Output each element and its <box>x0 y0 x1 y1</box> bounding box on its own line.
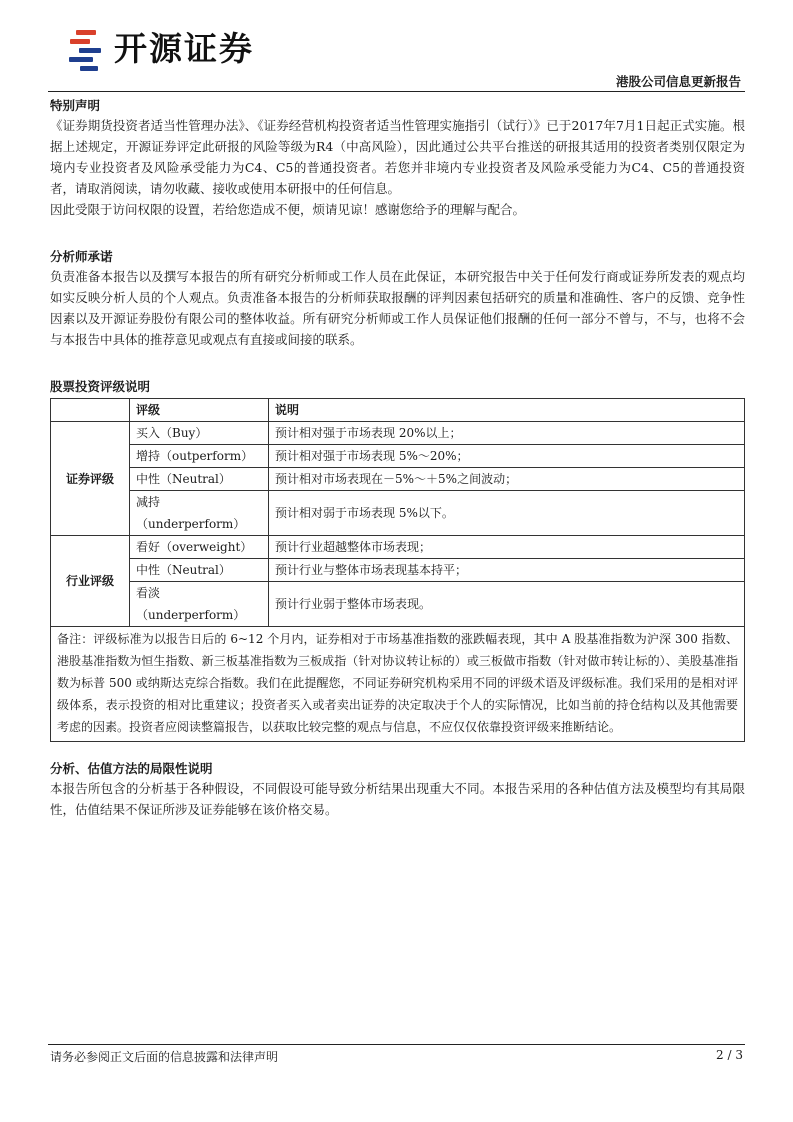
desc-cell: 预计相对强于市场表现 5%～20%； <box>269 445 745 468</box>
col-level-header: 评级 <box>130 399 269 422</box>
analyst-commitment-title: 分析师承诺 <box>50 249 113 264</box>
desc-cell: 预计行业超越整体市场表现； <box>269 536 745 559</box>
table-row <box>51 491 745 536</box>
analyst-commitment-paragraph: 负责准备本报告以及撰写本报告的所有研究分析师或工作人员在此保证，本研究报告中关于任何发行商或证券所发表的观点均如实反映分析人员的个人观点。负责准备本报告的分析师获取报酬的评判因素包括研究的质量和准确性、客户的反馈、竞争性因素以及开源证券股份有限公司的整体收益。所有研究分析师或工作人员保证他们报酬的任何一部分不曾与，不与，也将不会与本报告中具体的推荐意见或观点有直接或间接的联系。 <box>50 269 745 347</box>
desc-cell: 预计相对市场表现在－5%～＋5%之间波动； <box>269 468 745 491</box>
page-number: 2 / 3 <box>716 1048 743 1062</box>
report-type: 港股公司信息更新报告 <box>615 74 741 89</box>
special-statement-title: 特别声明 <box>50 98 101 113</box>
table-row <box>51 582 745 627</box>
header-divider <box>48 91 745 92</box>
footer-divider <box>48 1044 745 1045</box>
special-statement-paragraph-2: 因此受限于访问权限的设置，若给您造成不便，烦请见谅！感谢您给予的理解与配合。 <box>50 202 526 217</box>
level-cell: 看好（overweight） <box>130 536 269 559</box>
desc-cell: 预计行业弱于整体市场表现。 <box>269 582 745 627</box>
level-cell: 中性（Neutral） <box>130 559 269 582</box>
level-cell: 买入（Buy） <box>130 422 269 445</box>
category-cell: 行业评级 <box>51 536 130 627</box>
rating-title: 股票投资评级说明 <box>50 379 151 394</box>
level-cell: 看淡（underperform） <box>130 582 269 627</box>
logo-mark-icon <box>66 26 106 72</box>
table-row <box>51 445 745 468</box>
special-statement-paragraph-1: 《证券期货投资者适当性管理办法》、《证券经营机构投资者适当性管理实施指引（试行）》已于2017年7月1日起正式实施。根据上述规定，开源证券评定此研报的风险等级为R4（中高风险），因此通过公共平台推送的研报其适用的投资者类别仅限定为境内专业投资者及风险承受能力为C4、C5的普通投资者。若您并非境内专业投资者及风险承受能力为C4、C5的普通投资者，请取消阅读，请勿收藏、接收或使用本研报中的任何信息。 <box>50 118 745 196</box>
limitation-title: 分析、估值方法的局限性说明 <box>50 761 213 776</box>
desc-cell: 预计行业与整体市场表现基本持平； <box>269 559 745 582</box>
table-row <box>51 468 745 491</box>
table-row <box>51 422 745 445</box>
table-row <box>51 627 745 742</box>
table-row <box>51 559 745 582</box>
rating-table-header <box>51 399 745 422</box>
document-body <box>50 97 745 820</box>
level-cell: 中性（Neutral） <box>130 468 269 491</box>
level-cell: 增持（outperform） <box>130 445 269 468</box>
desc-cell: 预计相对弱于市场表现 5%以下。 <box>269 491 745 536</box>
desc-cell: 预计相对强于市场表现 20%以上； <box>269 422 745 445</box>
company-logo <box>66 26 254 72</box>
level-cell: 减持（underperform） <box>130 491 269 536</box>
category-cell: 证券评级 <box>51 422 130 536</box>
footer-disclaimer: 请务必参阅正文后面的信息披露和法律声明 <box>50 1050 279 1064</box>
col-desc-header: 说明 <box>269 399 745 422</box>
table-row <box>51 536 745 559</box>
rating-note: 备注：评级标准为以报告日后的 6~12 个月内，证券相对于市场基准指数的涨跌幅表现，其中 A 股基准指数为沪深 300 指数、港股基准指数为恒生指数、新三板基准指数为三板成指（针对协议转让标的）或三板做市指数（针对做市转让标的）、美股基准指数为标普 500 或纳斯达克综合指数。我们在此提醒您，不同证券研究机构采用不同的评级术语及评级标准。我们采用的是相对评级体系，表示投资的相对比重建议；投资者买入或者卖出证券的决定取决于个人的实际情况，比如当前的持仓结构以及其他需要考虑的因素。投资者应阅读整篇报告，以获取比较完整的观点与信息，不应仅仅依靠投资评级来推断结论。 <box>51 627 745 742</box>
limitation-paragraph: 本报告所包含的分析基于各种假设，不同假设可能导致分析结果出现重大不同。本报告采用的各种估值方法及模型均有其局限性，估值结果不保证所涉及证券能够在该价格交易。 <box>50 781 745 817</box>
rating-table <box>50 398 745 742</box>
company-name: 开源证券 <box>114 29 254 68</box>
